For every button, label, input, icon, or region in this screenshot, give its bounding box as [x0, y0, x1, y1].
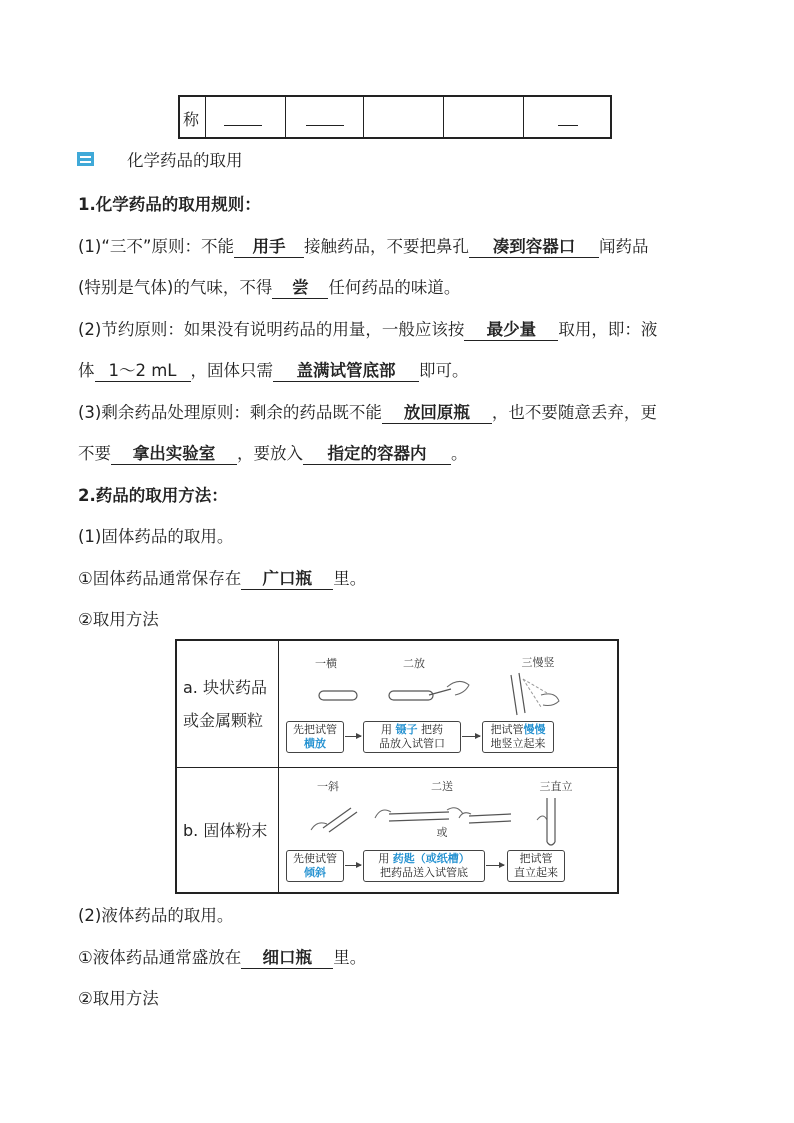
text: 不要: [78, 444, 111, 463]
step-box: [286, 721, 344, 753]
text: ，要放入: [237, 444, 303, 463]
table-cell-text: 称: [183, 110, 200, 129]
box-text: 用: [378, 852, 390, 865]
step-label: 三慢竖: [521, 656, 555, 669]
box-key-text: 慢慢: [523, 723, 546, 736]
box-key-text: 倾斜: [304, 866, 326, 879]
answer-blank: 放回原瓶: [382, 403, 492, 424]
answer-blank: 尝: [272, 278, 328, 299]
figure-illustration: [279, 641, 617, 767]
answer-blank: 广口瓶: [241, 569, 333, 590]
answer-blank: 最少量: [464, 320, 558, 341]
rule-3-line-1: [78, 402, 657, 424]
rules-heading: 1.化学药品的取用规则：: [78, 195, 261, 214]
step-box: [482, 721, 554, 753]
arrow-icon: [345, 736, 361, 737]
text: 即可。: [419, 361, 469, 380]
box-key-text: 横放: [304, 737, 326, 750]
text: (2)节约原则：如果没有说明药品的用量，一般应该按: [78, 320, 465, 339]
powder-illustration: [279, 790, 619, 850]
liquid-title: (2)液体药品的取用。: [78, 906, 234, 925]
figure-label: [177, 768, 279, 892]
box-text: 品放入试管口: [379, 737, 445, 750]
box-text: 直立起来: [514, 866, 558, 879]
label-line: b. 固体粉末: [183, 820, 268, 840]
figure-powder-solid: [175, 767, 619, 894]
text: ①固体药品通常保存在: [78, 569, 242, 588]
text: 。: [451, 444, 468, 463]
section-list-icon: [77, 152, 94, 166]
table-cell: [180, 97, 206, 137]
answer-blank: [558, 125, 578, 126]
table-cell: [364, 97, 444, 137]
step-label: 一横: [315, 657, 337, 670]
text: (1)“三不”原则：不能: [78, 237, 234, 256]
box-text: 把药: [421, 723, 443, 736]
box-text: 先把试管: [293, 723, 337, 736]
text: 任何药品的味道。: [328, 278, 461, 297]
answer-blank: 拿出实验室: [111, 444, 237, 465]
solid-title: (1)固体药品的取用。: [78, 527, 234, 546]
figure-illustration: [279, 768, 617, 892]
answer-blank: [224, 125, 262, 126]
answer-blank: 1～2 mL: [95, 361, 191, 382]
rule-2-line-2: [78, 360, 469, 382]
answer-blank: 盖满试管底部: [273, 361, 419, 382]
table-cell: [286, 97, 364, 137]
table-cell: [524, 97, 610, 137]
methods-heading: 2.药品的取用方法：: [78, 486, 228, 505]
or-label: 或: [436, 826, 448, 839]
answer-blank: 用手: [234, 237, 304, 258]
arrow-icon: [462, 736, 480, 737]
label-line: a. 块状药品: [183, 678, 267, 697]
rule-2-line-1: [78, 319, 657, 341]
step-label: 二送: [431, 780, 453, 793]
text: (3)剩余药品处理原则：剩余的药品既不能: [78, 403, 382, 422]
step-box: [286, 850, 344, 882]
box-key-text: 镊子: [395, 723, 418, 736]
text: (特别是气体)的气味，不得: [78, 278, 273, 297]
step-label: 二放: [403, 657, 425, 670]
answer-blank: 凑到容器口: [469, 237, 599, 258]
rule-1-line-1: [78, 236, 648, 258]
rule-1-line-2: [78, 277, 460, 299]
text: 闻药品: [598, 237, 649, 256]
step-box: [507, 850, 565, 882]
arrow-icon: [345, 865, 361, 866]
text: 体: [78, 361, 95, 380]
solid-storage: [78, 568, 366, 590]
liquid-storage: [78, 947, 366, 969]
box-text: 先使试管: [293, 852, 337, 865]
step-box: [363, 721, 461, 753]
text: 里。: [333, 569, 367, 588]
text: 接触药品，不要把鼻孔: [303, 237, 469, 256]
text: ①液体药品通常盛放在: [78, 948, 242, 967]
rule-3-line-2: [78, 443, 468, 465]
table-cell: [206, 97, 286, 137]
step-label: 一斜: [317, 780, 339, 793]
step-label: 三直立: [539, 780, 573, 793]
text: ，固体只需: [190, 361, 273, 380]
box-text: 把试管: [490, 723, 524, 736]
box-key-text: 药匙（或纸槽）: [392, 852, 470, 865]
box-text: 把药品送入试管底: [380, 866, 468, 879]
top-table-fragment: [178, 95, 612, 139]
figure-lump-solid: [175, 639, 619, 768]
liquid-method-label: ②取用方法: [78, 989, 159, 1008]
text: 里。: [333, 948, 367, 967]
box-text: 用: [381, 723, 392, 736]
answer-blank: 细口瓶: [241, 948, 333, 969]
arrow-icon: [486, 865, 504, 866]
section-title: 化学药品的取用: [127, 151, 243, 170]
figure-label: [177, 641, 279, 767]
test-tube-illustration: [279, 665, 619, 725]
step-box: [363, 850, 485, 882]
box-text: 地竖立起来: [490, 737, 546, 750]
answer-blank: 指定的容器内: [303, 444, 451, 465]
answer-blank: [306, 125, 344, 126]
text: 取用，即：液: [558, 320, 658, 339]
table-cell: [444, 97, 524, 137]
solid-method-label: ②取用方法: [78, 610, 159, 629]
label-line: 或金属颗粒: [183, 711, 264, 730]
text: ，也不要随意丢弃，更: [491, 403, 657, 422]
box-text: 把试管: [519, 852, 553, 865]
